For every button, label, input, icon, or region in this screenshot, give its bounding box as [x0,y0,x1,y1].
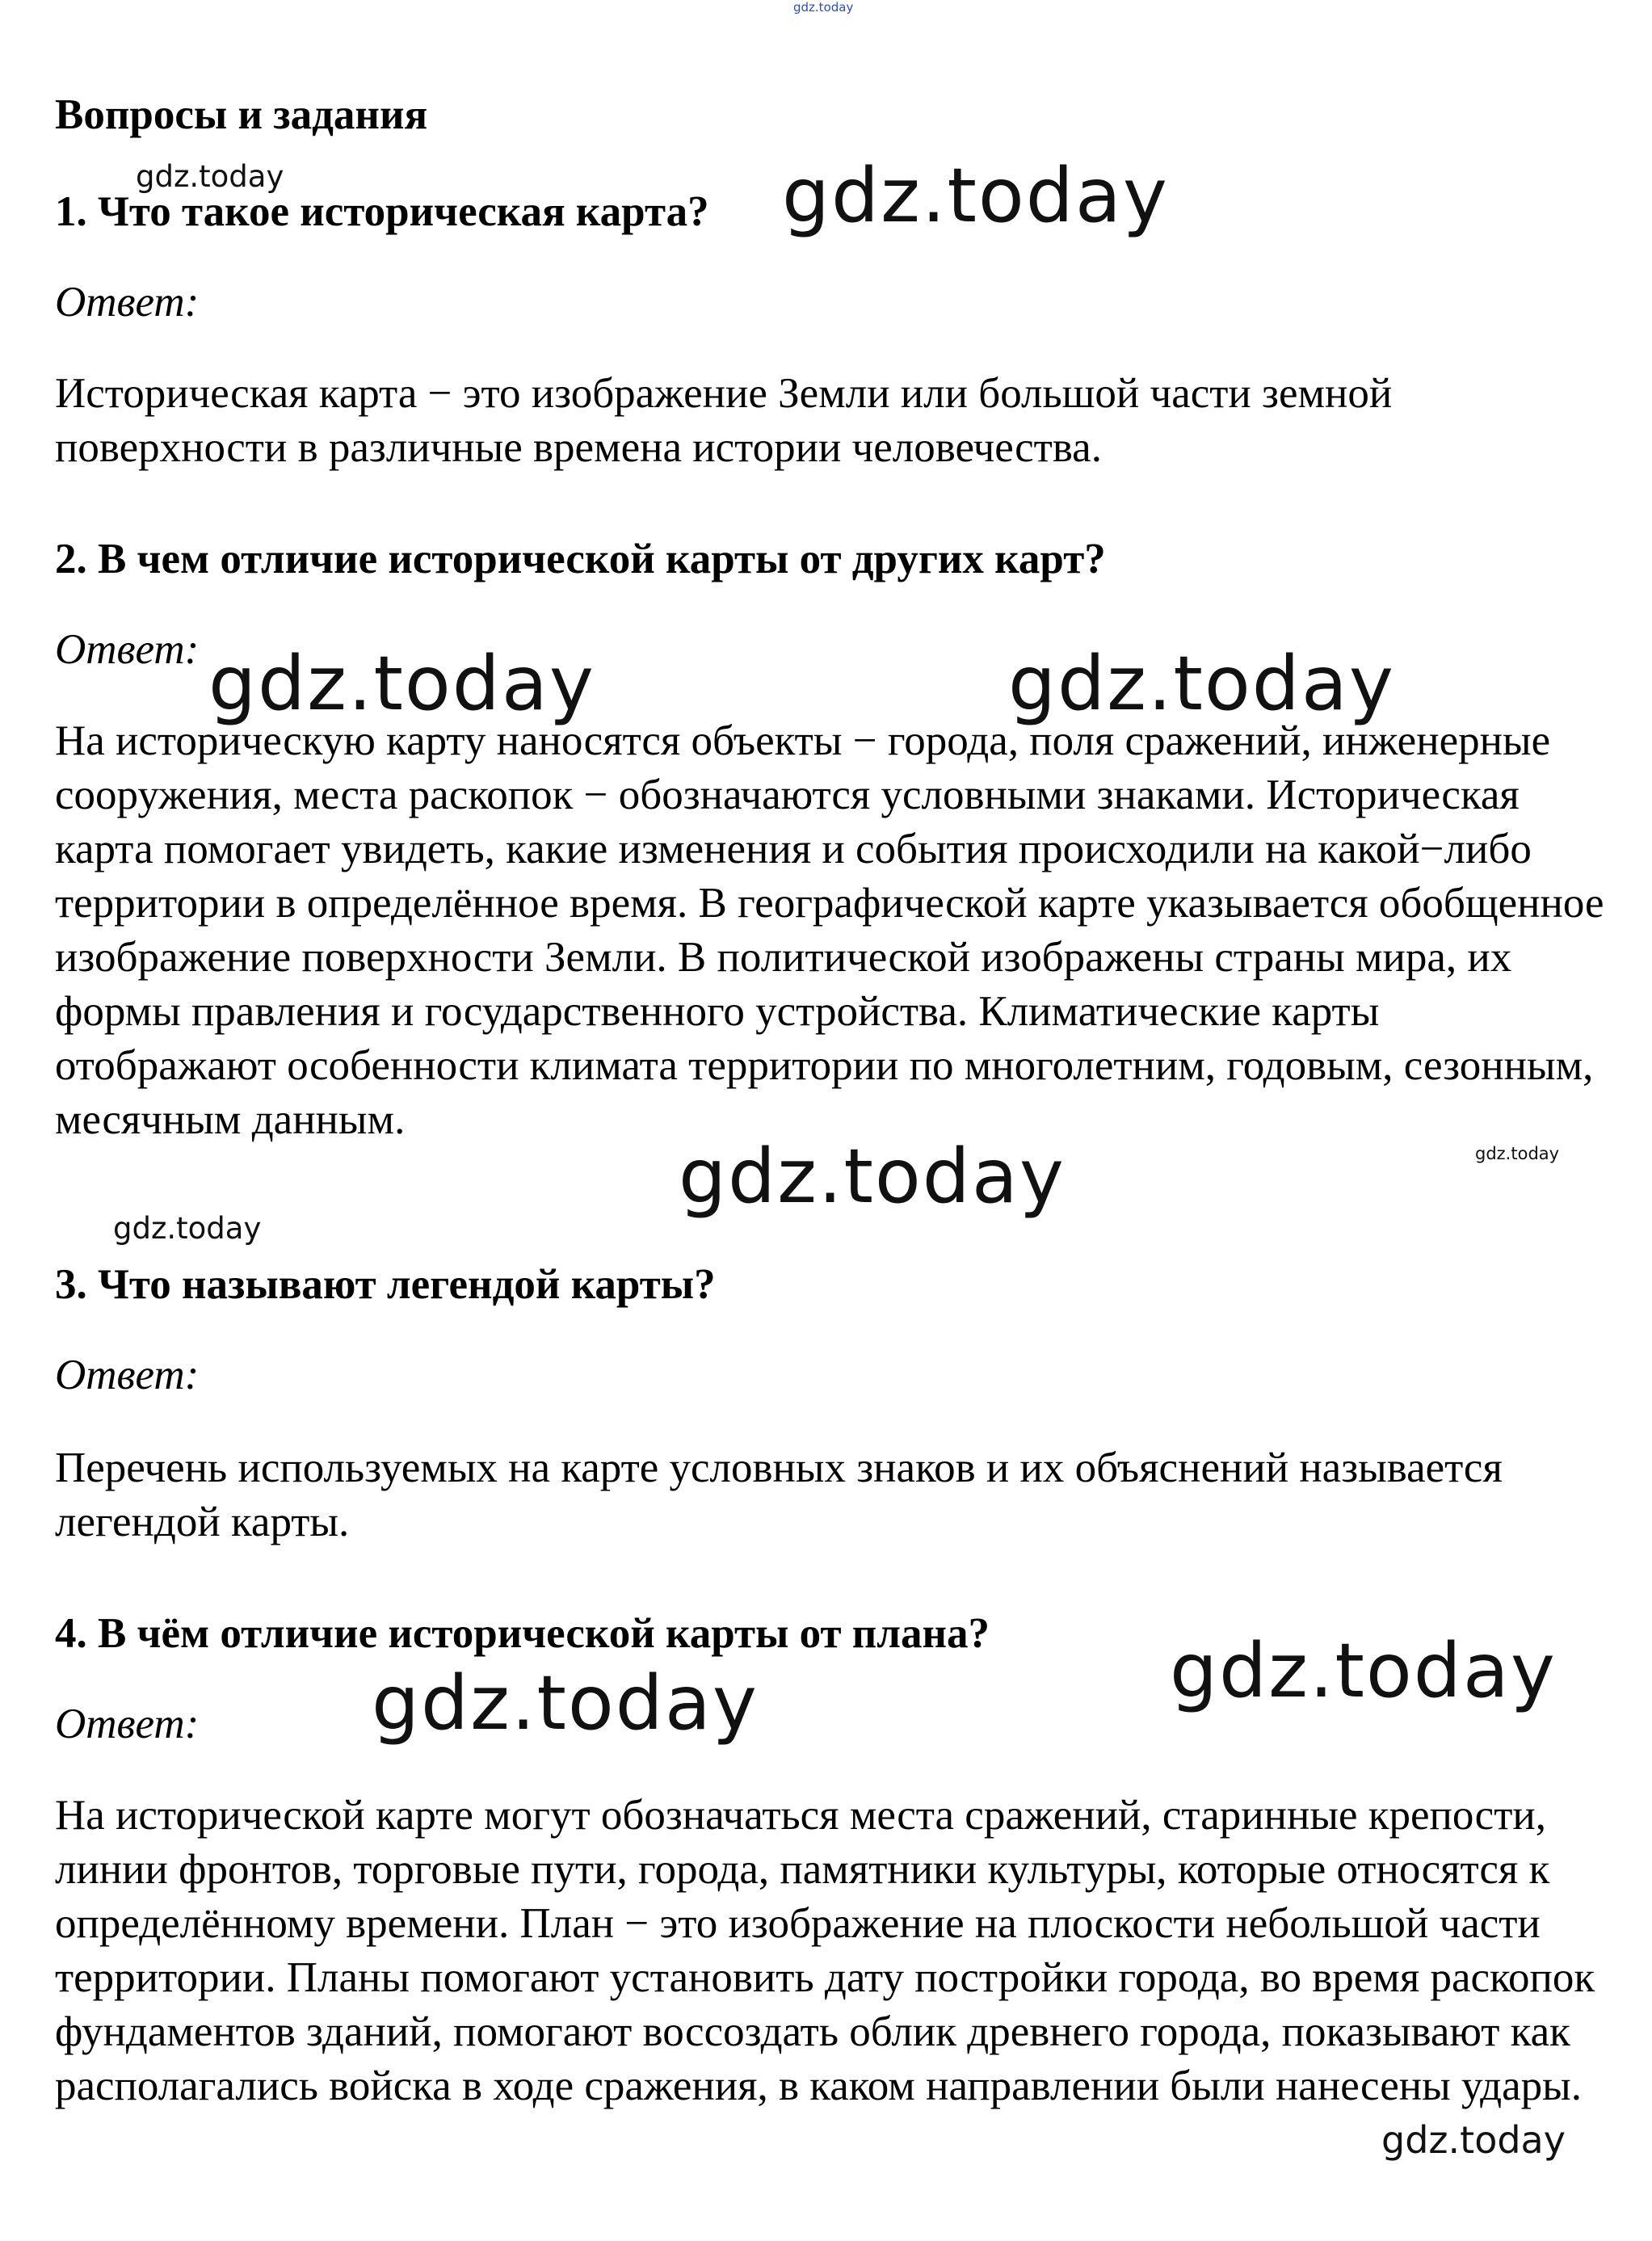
answer-2-block [55,714,1610,1147]
answer-4-text: На исторической карте могут обозначаться места сражений, старинные крепости, линии фронтов, торговые пути, города, памятники культуры, которые относятся к определённому времени. План − это изображение на плоскости небольшой части территории. Планы помогают установить дату постройки города, во время раскопок фундаментов зданий, помогают воссоздать облик древнего города, показывают как располагались войска в ходе сражения, в каком направлении были нанесены удары. [55,1792,1595,2109]
answer-1-text: Историческая карта − это изображение Земли или большой части земной поверхности в различные времена истории человечества. [55,370,1393,471]
section-title-block [55,90,1606,139]
answer-4-block [55,1789,1610,2113]
answer-1-block [55,367,1557,475]
answer-4-label: Ответ: [55,1701,200,1747]
answer-1-label-block [55,278,1606,326]
question-3-title: 3. Что называют легендой карты? [55,1261,716,1308]
answer-1-label: Ответ: [55,279,200,326]
watermark: gdz.today [113,1211,262,1246]
watermark: gdz.today [1381,2118,1566,2162]
watermark: gdz.today [782,152,1169,239]
question-4-title: 4. В чём отличие исторической карты от плана? [55,1610,990,1657]
question-2 [55,535,1606,583]
answer-3-label: Ответ: [55,1352,200,1398]
question-1-title: 1. Что такое историческая карта? [55,188,709,235]
watermark: gdz.today [1475,1144,1560,1163]
watermark: gdz.today [372,1659,759,1747]
question-2-title: 2. В чем отличие исторической карты от других карт? [55,536,1106,582]
watermark-top: gdz.today [793,0,854,15]
watermark: gdz.today [208,640,595,727]
question-3 [55,1260,1606,1309]
watermark: gdz.today [136,159,284,194]
answer-3-label-block [55,1351,1606,1399]
answer-2-label: Ответ: [55,626,200,673]
watermark: gdz.today [1008,640,1395,727]
answer-3-text: Перечень используемых на карте условных знаков и их объяснений называется легендой карты. [55,1444,1503,1545]
answer-2-text: На историческую карту наносятся объекты − города, поля сражений, инженерные сооружения, места раскопок − обозначаются условными знаками. Историческая карта помогает увидеть, какие изменения и события происходили на какой−либо территории в определённое время. В географической карте указывается обобщенное изображение поверхности Земли. В политической изображены страны мира, их формы правления и государственного устройства. Климатические карты отображают особенности климата территории по многолетним, годовым, сезонным, месячным данным. [55,717,1604,1143]
section-title: Вопросы и задания [55,91,428,138]
watermark: gdz.today [1170,1627,1557,1714]
watermark: gdz.today [679,1133,1066,1220]
answer-3-block [55,1441,1509,1549]
